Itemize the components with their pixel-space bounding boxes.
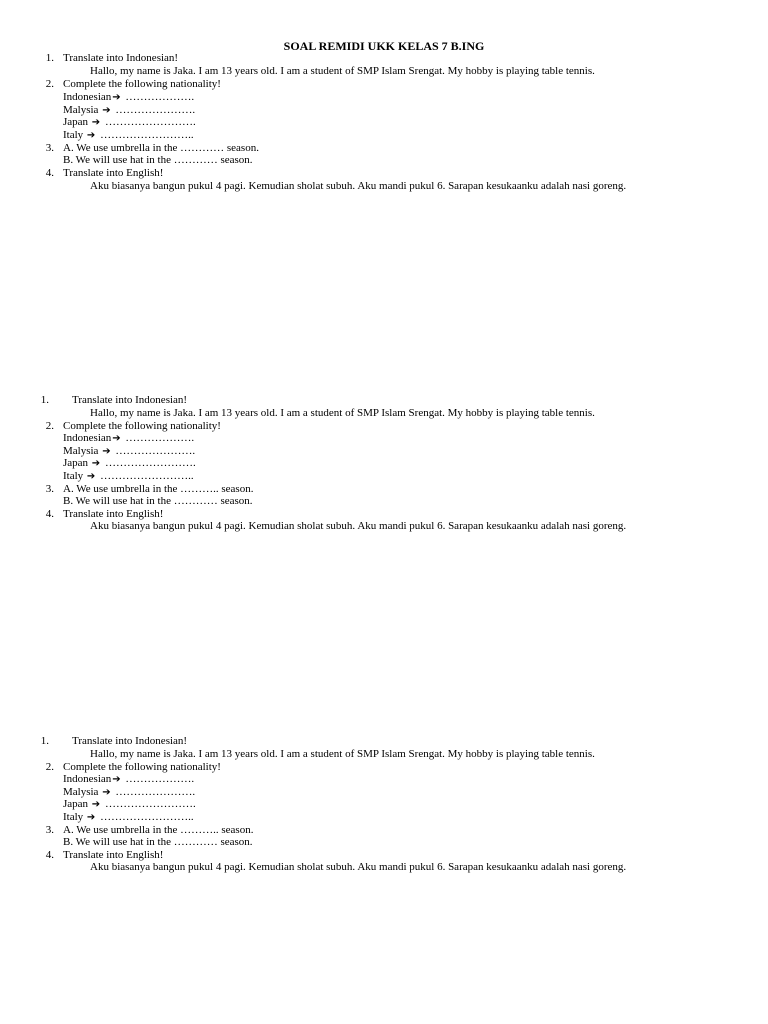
answer-blank: ……………………. [104, 116, 196, 128]
q1-instruction: Translate into Indonesian! [72, 735, 188, 747]
q4-number: 4. [45, 508, 54, 520]
answer-blank: …………………. [115, 445, 196, 457]
answer-blank: …………………….. [100, 470, 194, 482]
arrow-right-icon: ➔ [91, 117, 101, 128]
q1-instruction: Translate into Indonesian! [72, 394, 188, 406]
country-name: Italy [63, 129, 84, 141]
nationality-item [63, 457, 196, 470]
nationality-item [63, 91, 194, 104]
country-name: Japan [63, 116, 89, 128]
arrow-right-icon: ➔ [86, 812, 96, 823]
nationality-item [63, 773, 194, 786]
q2-number: 2. [45, 761, 54, 773]
worksheet-title: SOAL REMIDI UKK KELAS 7 B.ING [283, 39, 485, 53]
q2-instruction: Complete the following nationality! [63, 761, 221, 773]
arrow-right-icon: ➔ [86, 130, 96, 141]
q2-instruction: Complete the following nationality! [63, 78, 221, 90]
q3-number: 3. [45, 824, 54, 836]
q3-part-b: B. We will use hat in the ………… season. [63, 154, 253, 166]
arrow-right-icon: ➔ [91, 458, 101, 469]
q3-number: 3. [45, 142, 54, 154]
country-name: Malysia [63, 445, 99, 457]
arrow-right-icon: ➔ [112, 433, 121, 444]
country-name: Indonesian [63, 91, 112, 103]
answer-blank: ……………………. [104, 798, 196, 810]
nationality-item [63, 470, 194, 483]
q3-part-b: B. We will use hat in the ………… season. [63, 495, 253, 507]
answer-blank: ………………. [125, 432, 195, 444]
q4-passage: Aku biasanya bangun pukul 4 pagi. Kemudian sholat subuh. Aku mandi pukul 6. Sarapan kesukaanku adalah nasi goreng. [90, 520, 627, 532]
q1-passage: Hallo, my name is Jaka. I am 13 years old. I am a student of SMP Islam Srengat. My hobby is playing table tennis. [90, 407, 595, 419]
answer-blank: …………………….. [100, 811, 194, 823]
country-name: Japan [63, 457, 89, 469]
q4-passage: Aku biasanya bangun pukul 4 pagi. Kemudian sholat subuh. Aku mandi pukul 6. Sarapan kesukaanku adalah nasi goreng. [90, 861, 627, 873]
answer-blank: ………………. [125, 773, 195, 785]
q4-number: 4. [45, 849, 54, 861]
arrow-right-icon: ➔ [112, 92, 121, 103]
q1-instruction: Translate into Indonesian! [63, 52, 179, 64]
nationality-item [63, 129, 194, 142]
answer-blank: ………………. [125, 91, 195, 103]
nationality-item [63, 116, 196, 129]
q4-number: 4. [45, 167, 54, 179]
q4-instruction: Translate into English! [63, 167, 164, 179]
answer-blank: …………………. [115, 786, 196, 798]
nationality-item [63, 432, 194, 445]
q3-part-a: A. We use umbrella in the ………… season. [63, 142, 259, 154]
q4-instruction: Translate into English! [63, 849, 164, 861]
q2-number: 2. [45, 78, 54, 90]
arrow-right-icon: ➔ [91, 799, 101, 810]
country-name: Indonesian [63, 432, 112, 444]
country-name: Indonesian [63, 773, 112, 785]
q1-passage: Hallo, my name is Jaka. I am 13 years old. I am a student of SMP Islam Srengat. My hobby is playing table tennis. [90, 748, 595, 760]
answer-blank: …………………. [115, 104, 196, 116]
q2-instruction: Complete the following nationality! [63, 420, 221, 432]
arrow-right-icon: ➔ [86, 471, 96, 482]
q4-passage: Aku biasanya bangun pukul 4 pagi. Kemudian sholat subuh. Aku mandi pukul 6. Sarapan kesukaanku adalah nasi goreng. [90, 180, 627, 192]
q1-number: 1. [40, 735, 49, 747]
answer-blank: ……………………. [104, 457, 196, 469]
answer-blank: …………………….. [100, 129, 194, 141]
q3-part-a: A. We use umbrella in the ……….. season. [63, 824, 254, 836]
arrow-right-icon: ➔ [102, 787, 111, 798]
country-name: Malysia [63, 786, 99, 798]
q3-part-a: A. We use umbrella in the ……….. season. [63, 483, 254, 495]
q3-number: 3. [45, 483, 54, 495]
q1-number: 1. [40, 394, 49, 406]
country-name: Italy [63, 470, 84, 482]
nationality-item [63, 811, 194, 824]
q2-number: 2. [45, 420, 54, 432]
country-name: Japan [63, 798, 89, 810]
country-name: Italy [63, 811, 84, 823]
country-name: Malysia [63, 104, 99, 116]
q1-number: 1. [45, 52, 54, 64]
arrow-right-icon: ➔ [102, 446, 111, 457]
arrow-right-icon: ➔ [112, 774, 121, 785]
arrow-right-icon: ➔ [102, 105, 111, 116]
q4-instruction: Translate into English! [63, 508, 164, 520]
q1-passage: Hallo, my name is Jaka. I am 13 years old. I am a student of SMP Islam Srengat. My hobby is playing table tennis. [90, 65, 595, 77]
q3-part-b: B. We will use hat in the ………… season. [63, 836, 253, 848]
nationality-item [63, 798, 196, 811]
